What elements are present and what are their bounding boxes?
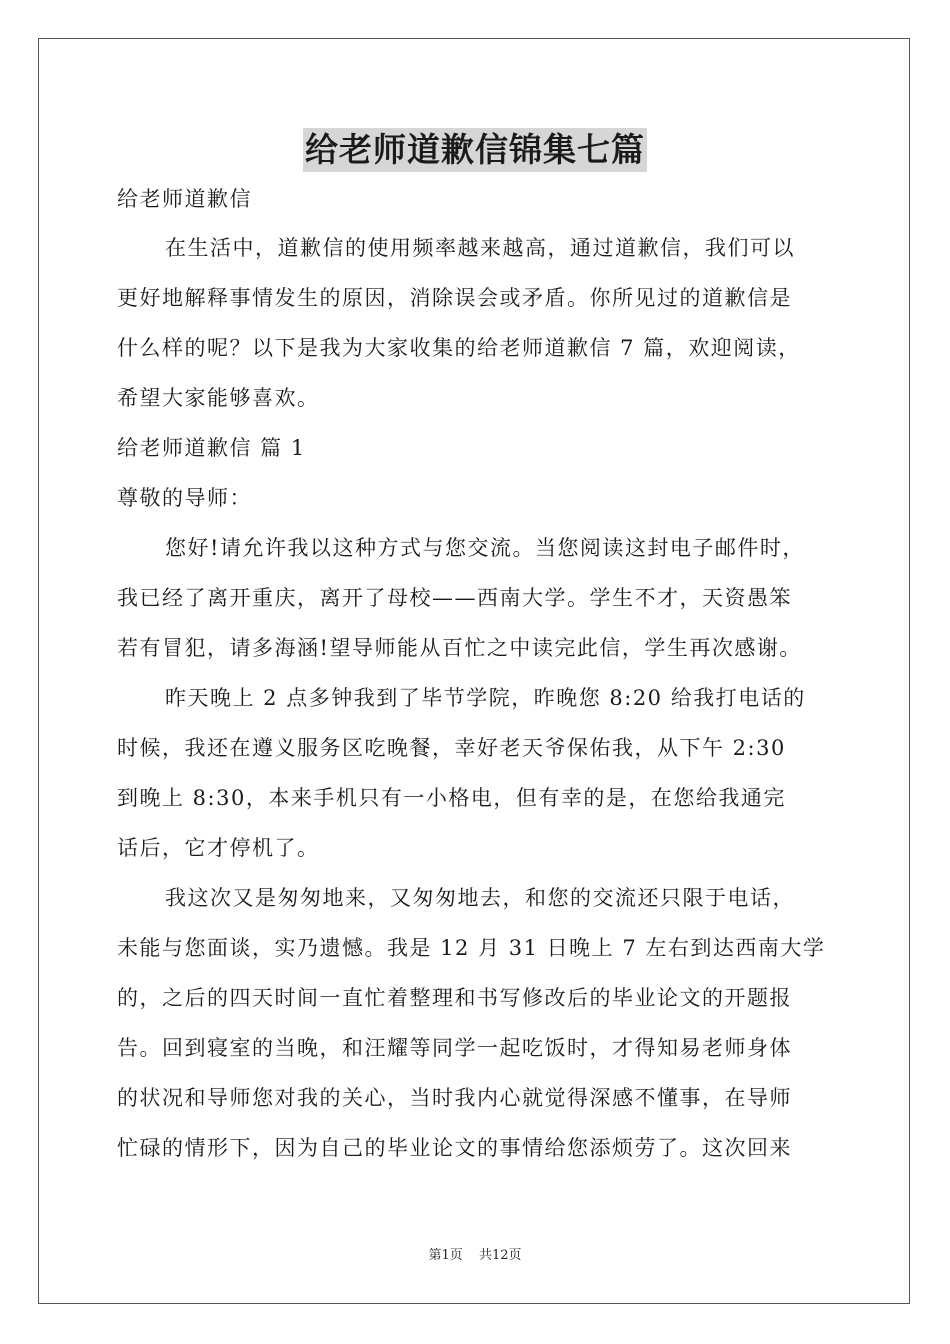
paragraph-line: 到晚上 8:30，本来手机只有一小格电，但有幸的是，在您给我通完: [117, 786, 786, 810]
page-total: 共12页: [478, 1248, 522, 1263]
paragraph-line: 话后，它才停机了。: [117, 836, 320, 860]
paragraph-line: 时候，我还在遵义服务区吃晚餐，幸好老天爷保佑我，从下午 2:30: [117, 736, 786, 760]
paragraph-line: 的状况和导师您对我的关心，当时我内心就觉得深感不懂事，在导师: [117, 1086, 792, 1110]
paragraph-line: 希望大家能够喜欢。: [117, 386, 320, 410]
paragraph-line: 若有冒犯，请多海涵!望导师能从百忙之中读完此信，学生再次感谢。: [117, 636, 802, 660]
paragraph-line: 未能与您面谈，实乃遗憾。我是 12 月 31 日晚上 7 左右到达西南大学: [117, 936, 826, 960]
paragraph-line: 告。回到寝室的当晚，和汪耀等同学一起吃饭时，才得知易老师身体: [117, 1036, 792, 1060]
section-heading: 给老师道歉信: [117, 187, 252, 211]
paragraph-line: 我已经了离开重庆，离开了母校——西南大学。学生不才，天资愚笨: [117, 586, 792, 610]
title-container: [0, 128, 950, 172]
document-title: 给老师道歉信锦集七篇: [303, 128, 647, 172]
paragraph-line: 的，之后的四天时间一直忙着整理和书写修改后的毕业论文的开题报: [117, 986, 792, 1010]
section-heading: 给老师道歉信 篇 1: [117, 436, 306, 460]
page-number: 第1页: [428, 1248, 463, 1263]
salutation: 尊敬的导师：: [117, 486, 252, 510]
paragraph-line: 您好!请允许我以这种方式与您交流。当您阅读这封电子邮件时，: [165, 536, 805, 560]
paragraph-line: 更好地解释事情发生的原因，消除误会或矛盾。你所见过的道歉信是: [117, 286, 792, 310]
paragraph-line: 什么样的呢？以下是我为大家收集的给老师道歉信 7 篇，欢迎阅读，: [117, 336, 801, 360]
page-border: [38, 38, 910, 1304]
page-footer: [0, 1247, 950, 1265]
paragraph-line: 在生活中，道歉信的使用频率越来越高，通过道歉信，我们可以: [165, 236, 795, 260]
paragraph-line: 我这次又是匆匆地来，又匆匆地去，和您的交流还只限于电话，: [165, 886, 795, 910]
paragraph-line: 昨天晚上 2 点多钟我到了毕节学院，昨晚您 8:20 给我打电话的: [165, 686, 806, 710]
paragraph-line: 忙碌的情形下，因为自己的毕业论文的事情给您添烦劳了。这次回来: [117, 1136, 792, 1160]
